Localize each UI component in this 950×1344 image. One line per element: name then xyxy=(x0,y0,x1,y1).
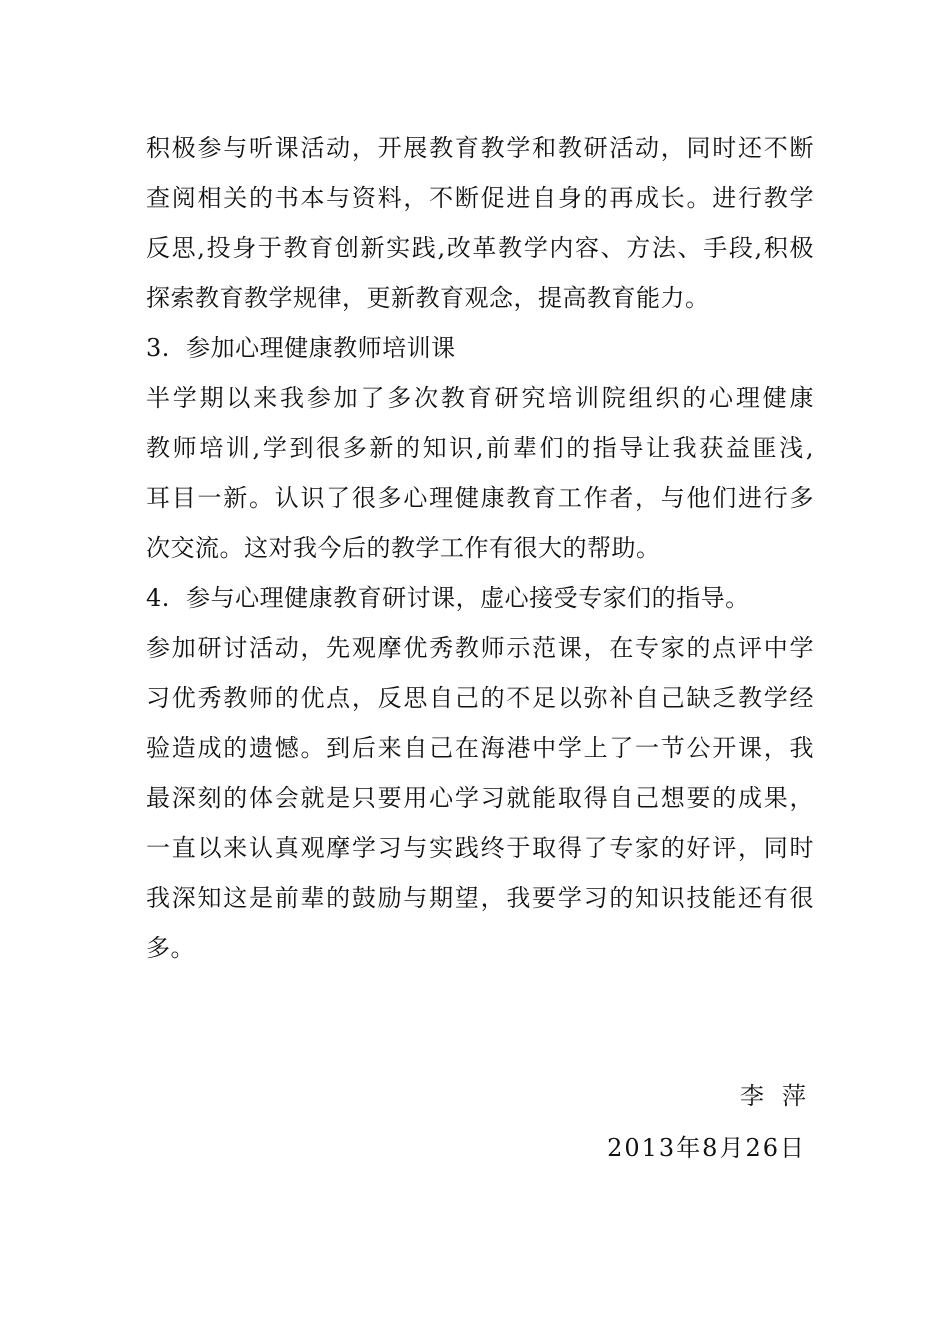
text-line: 验造成的遗憾。到后来自己在海港中学上了一节公开课，我 xyxy=(146,734,814,762)
document-body xyxy=(146,128,814,978)
signature-block xyxy=(607,1076,824,1168)
text-line: 教师培训,学到很多新的知识,前辈们的指导让我获益匪浅, xyxy=(146,434,814,462)
text-line: 参加研讨活动，先观摩优秀教师示范课，在专家的点评中学 xyxy=(146,634,814,662)
text-line: 多。 xyxy=(146,934,195,962)
text-line: 习优秀教师的优点，反思自己的不足以弥补自己缺乏教学经 xyxy=(146,684,814,712)
text-line: 最深刻的体会就是只要用心学习就能取得自己想要的成果， xyxy=(146,784,814,812)
text-line: 我深知这是前辈的鼓励与期望，我要学习的知识技能还有很 xyxy=(146,884,814,912)
text-line: 探索教育教学规律，更新教育观念，提高教育能力。 xyxy=(146,284,710,312)
text-line: 积极参与听课活动，开展教育教学和教研活动，同时还不断 xyxy=(146,134,814,162)
text-line: 一直以来认真观摩学习与实践终于取得了专家的好评，同时 xyxy=(146,834,814,862)
signature-date: 2013年8月26日 xyxy=(607,1134,806,1162)
text-line: 查阅相关的书本与资料，不断促进自身的再成长。进行教学 xyxy=(146,184,814,212)
text-line: 半学期以来我参加了多次教育研究培训院组织的心理健康 xyxy=(146,384,814,412)
text-line: 耳目一新。认识了很多心理健康教育工作者，与他们进行多 xyxy=(146,484,814,512)
text-line: 次交流。这对我今后的教学工作有很大的帮助。 xyxy=(146,534,661,562)
section-heading-4: 4. 参与心理健康教育研讨课，虚心接受专家们的指导。 xyxy=(146,584,750,612)
author-name: 李萍 xyxy=(740,1082,824,1110)
text-line: 反思,投身于教育创新实践,改革教学内容、方法、手段,积极 xyxy=(146,234,814,262)
section-heading-3: 3. 参加心理健康教师培训课 xyxy=(146,334,456,362)
